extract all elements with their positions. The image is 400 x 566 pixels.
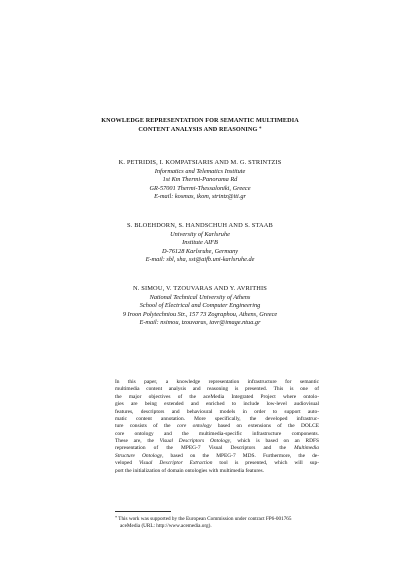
affiliation-line: School of Electrical and Computer Engineering (139, 302, 261, 310)
affiliation-line: 1st Km Thermi-Panorama Rd (162, 176, 238, 184)
abstract (115, 379, 319, 475)
abstract-line: In this paper, a knowledge representation infrastructure for semantic (115, 379, 319, 385)
author-names: S. BLOEHDORN, S. HANDSCHUH AND S. STAAB (127, 222, 273, 229)
paper-title (70, 116, 330, 134)
abstract-line: gies are being extended and enriched to include low-level audiovisual (115, 401, 319, 408)
abstract-line: ture consists of the core ontology based on extensions of the DOLCE (115, 423, 319, 430)
author-email: E-mail: nsimou, tzouvaras, iavr@image.ntua.gr (139, 319, 261, 327)
footnote-line-2: aceMedia (URL: http://www.acemedia.org). (120, 523, 212, 529)
footnote (115, 514, 325, 530)
abstract-line: matic content annotation. More specifically, the developed infrastruc- (115, 415, 319, 422)
affiliation-line: Informatics and Telematics Institute (154, 167, 246, 175)
footnote-rule (115, 511, 171, 512)
abstract-line: the major objectives of the aceMedia Integrated Project where ontolo- (115, 393, 319, 400)
abstract-line: veloped Visual Descriptor Extraction tool is presented, which will sup- (115, 460, 319, 467)
affiliation-line: Institute AIFB (182, 239, 218, 247)
abstract-line: Structure Ontology, based on the MPEG-7 MDS. Furthermore, the de- (115, 452, 319, 459)
author-block-karlsruhe (70, 222, 330, 265)
author-names: N. SIMOU, V. TZOUVARAS AND Y. AVRITHIS (132, 285, 267, 292)
author-email: E-mail: sbl, sha, sst@aifb.uni-karlsruhe.de (145, 256, 255, 264)
author-email: E-mail: kosmas, ikom, strintz@iti.gr (154, 193, 246, 201)
affiliation-line: University of Karlsruhe (170, 230, 230, 238)
affiliation-line: National Technical University of Athens (149, 293, 251, 301)
abstract-line: These are, the Visual Descriptors Ontology, which is based on an RDFS (115, 438, 319, 444)
affiliation-line: 9 Iroon Polytechniou Str., 157 73 Zographou, Athens, Greece (122, 310, 278, 318)
footnote-line-1: * This work was supported by the European Commission under contract FP6-001765 (115, 515, 292, 522)
author-names: K. PETRIDIS, I. KOMPATSIARIS AND M. G. STRINTZIS (118, 159, 282, 166)
author-block-iti (70, 159, 330, 202)
affiliation-line: GR-57001 Thermi-Thessaloniki, Greece (149, 184, 251, 192)
abstract-line: features, descriptors and behavioural models in order to support auto- (115, 408, 319, 415)
author-block-ntua (70, 285, 330, 328)
title-line-2: CONTENT ANALYSIS AND REASONING * (138, 126, 262, 133)
abstract-line: core ontology and the multimedia-specific infrastructure components. (115, 430, 319, 437)
title-line-1: KNOWLEDGE REPRESENTATION FOR SEMANTIC MULTIMEDIA (101, 117, 299, 124)
footnote-mark: * (115, 515, 118, 520)
title-footnote-mark: * (259, 127, 262, 132)
abstract-line: representation of the MPEG-7 Visual Descriptors and the Multimedia (115, 445, 319, 452)
abstract-line: port the initialization of domain ontologies with multimedia features. (115, 467, 264, 474)
affiliation-line: D-76128 Karlsruhe, Germany (161, 247, 239, 255)
abstract-line: multimedia content analysis and reasoning is presented. This is one of (115, 386, 319, 393)
